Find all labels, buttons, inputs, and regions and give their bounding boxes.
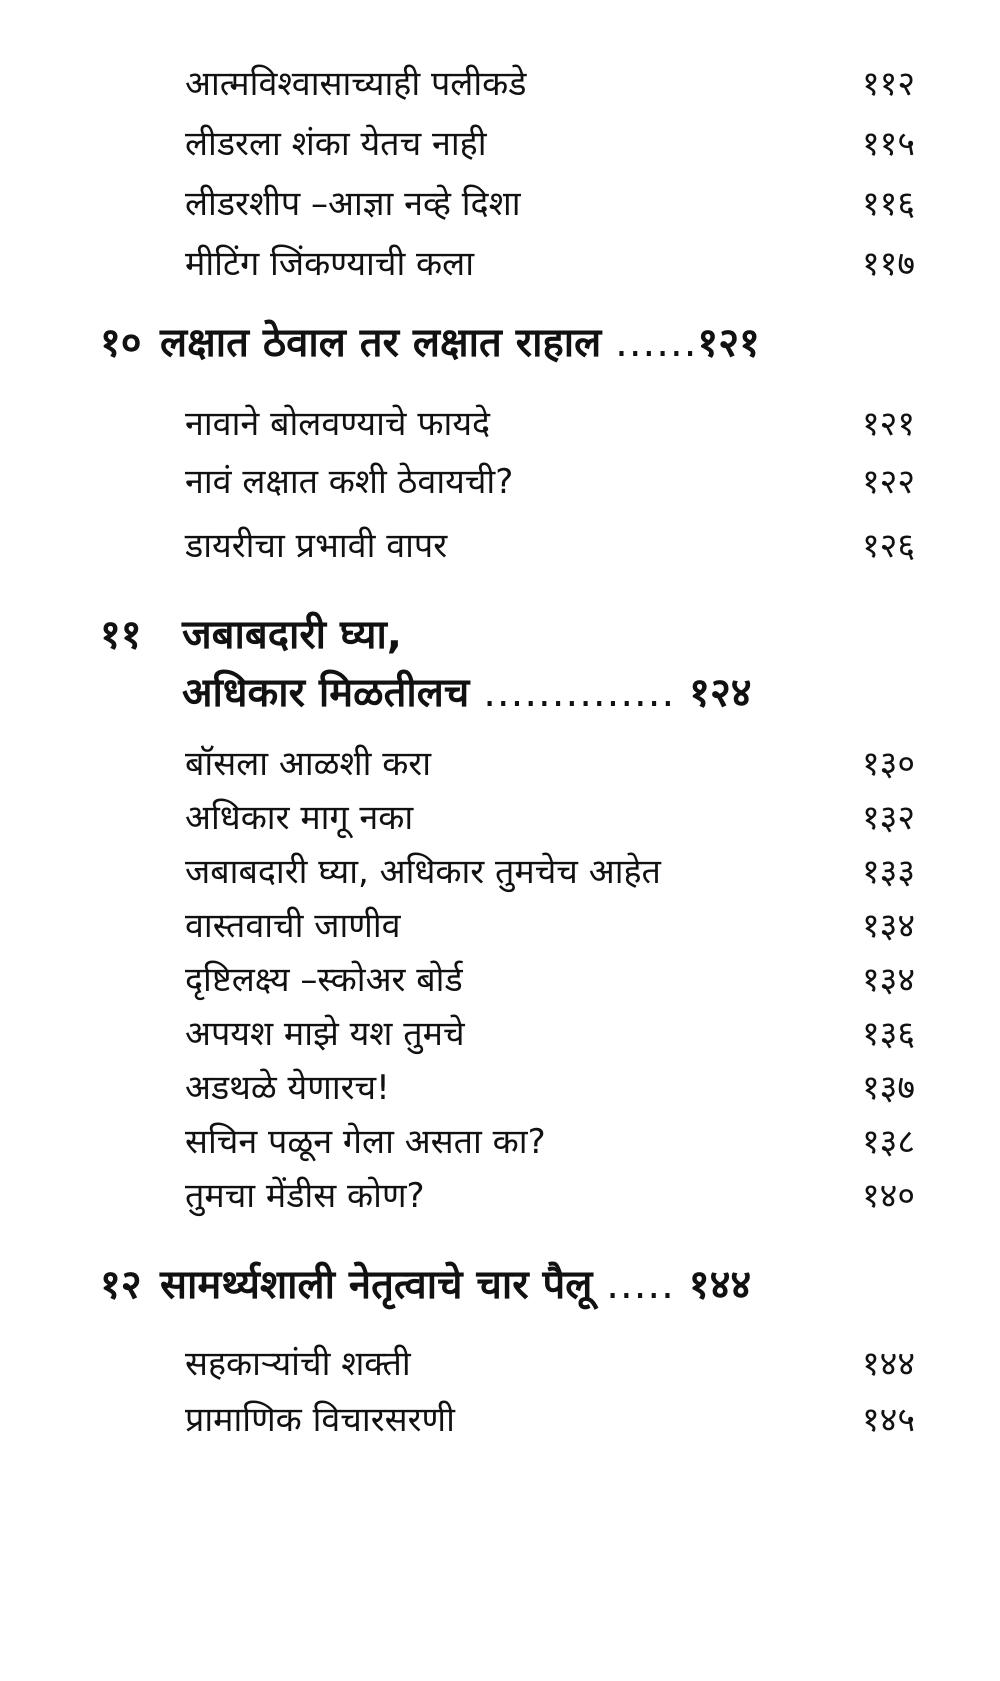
- entry-title: नावाने बोलवण्याचे फायदे: [185, 404, 491, 444]
- chapter-heading-11: [100, 604, 920, 666]
- chapter-page-number: १२४: [689, 670, 752, 716]
- chapter-heading-12: [100, 1254, 920, 1316]
- toc-entry: [185, 400, 915, 448]
- leader-dots: .....: [606, 1262, 675, 1308]
- entry-title: आत्मविश्वासाच्याही पलीकडे: [185, 64, 527, 104]
- chapter-title-line-2: अधिकार मिळतीलच: [182, 670, 470, 716]
- entry-title: बॉसला आळशी करा: [185, 744, 432, 784]
- entry-title: लीडरशीप –आज्ञा नव्हे दिशा: [185, 184, 521, 224]
- toc-entry: [185, 120, 915, 168]
- entry-title: दृष्टिलक्ष्य –स्कोअर बोर्ड: [185, 960, 463, 1000]
- toc-entry: [185, 1064, 915, 1112]
- entry-page-number: १३०: [861, 744, 915, 784]
- chapter-page-number: १२१: [697, 320, 760, 366]
- entry-page-number: १२१: [861, 404, 915, 444]
- chapter-title-line-1: जबाबदारी घ्या,: [182, 612, 403, 658]
- entry-page-number: १३४: [861, 906, 915, 946]
- toc-entry: [185, 956, 915, 1004]
- entry-page-number: १२२: [861, 462, 915, 502]
- chapter-heading-11-line-2: [100, 662, 920, 724]
- entry-title: तुमचा मेंडीस कोण?: [185, 1176, 425, 1216]
- entry-page-number: १३७: [861, 1068, 915, 1108]
- entry-title: मीटिंग जिंकण्याची कला: [185, 244, 475, 284]
- toc-entry: [185, 180, 915, 228]
- toc-entry: [185, 902, 915, 950]
- toc-entry: [185, 522, 915, 570]
- chapter-heading-10: [100, 312, 920, 374]
- entry-page-number: १२६: [861, 526, 915, 566]
- chapter-number: १२: [100, 1262, 142, 1308]
- chapter-number: ११: [100, 612, 142, 658]
- entry-title: अधिकार मागू नका: [185, 798, 414, 838]
- toc-entry: [185, 848, 915, 896]
- entry-page-number: १३२: [861, 798, 915, 838]
- toc-entry: [185, 1010, 915, 1058]
- toc-entry: [185, 740, 915, 788]
- entry-page-number: १३४: [861, 960, 915, 1000]
- entry-title: सचिन पळून गेला असता का?: [185, 1122, 546, 1162]
- entry-page-number: १३८: [861, 1122, 915, 1162]
- entry-page-number: ११६: [861, 184, 915, 224]
- entry-page-number: १४५: [861, 1400, 915, 1440]
- entry-title: प्रामाणिक विचारसरणी: [185, 1400, 455, 1440]
- toc-entry: [185, 1396, 915, 1444]
- entry-title: नावं लक्षात कशी ठेवायची?: [185, 462, 514, 502]
- entry-page-number: ११५: [861, 124, 915, 164]
- entry-page-number: १४०: [861, 1176, 915, 1216]
- toc-entry: [185, 1118, 915, 1166]
- entry-page-number: १३६: [861, 1014, 915, 1054]
- entry-page-number: ११२: [861, 64, 915, 104]
- chapter-page-number: १४४: [688, 1262, 752, 1308]
- toc-entry: [185, 60, 915, 108]
- entry-title: डायरीचा प्रभावी वापर: [185, 526, 448, 566]
- entry-title: वास्तवाची जाणीव: [185, 906, 401, 946]
- chapter-title: लक्षात ठेवाल तर लक्षात राहाल: [160, 320, 602, 366]
- entry-title: सहकाऱ्यांची शक्ती: [185, 1344, 411, 1384]
- entry-title: अपयश माझे यश तुमचे: [185, 1014, 465, 1054]
- entry-title: लीडरला शंका येतच नाही: [185, 124, 487, 164]
- toc-entry: [185, 458, 915, 506]
- toc-entry: [185, 1340, 915, 1388]
- leader-dots: ..............: [483, 670, 676, 716]
- toc-entry: [185, 794, 915, 842]
- chapter-number: १०: [100, 320, 142, 366]
- entry-title: जबाबदारी घ्या, अधिकार तुमचेच आहेत: [185, 852, 661, 892]
- toc-entry: [185, 240, 915, 288]
- toc-entry: [185, 1172, 915, 1220]
- entry-title: अडथळे येणारच!: [185, 1068, 390, 1108]
- entry-page-number: १४४: [861, 1344, 915, 1384]
- chapter-title: सामर्थ्यशाली नेतृत्वाचे चार पैलू: [160, 1262, 593, 1308]
- entry-page-number: ११७: [861, 244, 915, 284]
- entry-page-number: १३३: [861, 852, 915, 892]
- leader-dots: ......: [615, 320, 698, 366]
